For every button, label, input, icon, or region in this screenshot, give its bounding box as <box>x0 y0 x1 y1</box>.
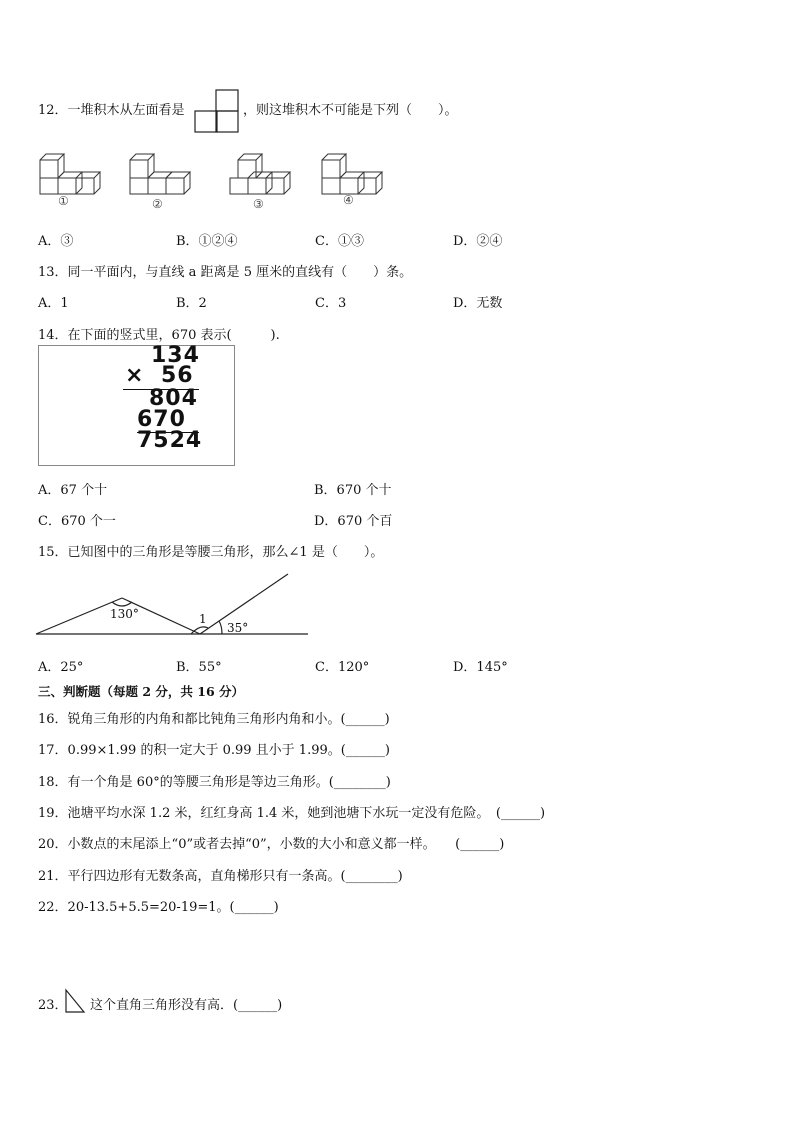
q12-left-view-figure <box>194 89 240 133</box>
q14-partial-product-2: 670 <box>137 407 186 432</box>
q23-number: 23． <box>38 998 68 1013</box>
q15-option-d[interactable]: D．145° <box>453 660 508 675</box>
q14-times-sign: × <box>125 363 145 388</box>
judgement-17[interactable]: 17．0.99×1.99 的积一定大于 0.99 且小于 1.99。(______) <box>38 743 390 758</box>
q15-angle1-label: 1 <box>199 612 207 626</box>
q13-option-d[interactable]: D．无数 <box>453 296 503 311</box>
q12-option-d[interactable]: D．②④ <box>453 234 503 249</box>
q14-product: 7524 <box>137 428 203 453</box>
q13-option-b[interactable]: B．2 <box>176 296 207 311</box>
q23-right-triangle-icon <box>64 988 86 1014</box>
judgement-19[interactable]: 19．池塘平均水深 1.2 米，红红身高 1.4 米，她到池塘下水玩一定没有危险。 (______) <box>38 806 546 821</box>
judgement-18[interactable]: 18．有一个角是 60°的等腰三角形是等边三角形。(________) <box>38 775 391 790</box>
q14-multiplication-box <box>38 345 235 466</box>
q12-cube-figures <box>36 150 396 214</box>
q12-option-b[interactable]: B．①②④ <box>176 234 238 249</box>
q12-text-after: ，则这堆积木不可能是下列（ ）。 <box>243 103 458 118</box>
q13-stem: 13．同一平面内，与直线 a 距离是 5 厘米的直线有（ ）条。 <box>38 265 413 280</box>
judgement-20[interactable]: 20．小数点的末尾添上“0”或者去掉“0”，小数的大小和意义都一样。 (______) <box>38 837 505 852</box>
q14-partial-product-1: 804 <box>149 386 198 411</box>
q15-stem: 15．已知图中的三角形是等腰三角形，那么∠1 是（ ）。 <box>38 545 384 560</box>
q15-apex-angle-label: 130° <box>110 607 139 621</box>
judgement-16[interactable]: 16．锐角三角形的内角和都比钝角三角形内角和小。(______) <box>38 712 390 727</box>
q14-stem: 14．在下面的竖式里，670 表示( ). <box>38 328 280 343</box>
q14-option-d[interactable]: D．670 个百 <box>314 514 393 529</box>
q15-right-angle-label: 35° <box>227 621 249 635</box>
q12-option-a[interactable]: A．③ <box>38 234 74 249</box>
q14-multiplicand: 134 <box>151 343 200 368</box>
q12-figure-label-4: ④ <box>343 193 354 207</box>
q14-multiplier: 56 <box>161 363 194 388</box>
judgement-21[interactable]: 21．平行四边形有无数条高，直角梯形只有一条高。(________) <box>38 869 403 884</box>
q13-option-c[interactable]: C．3 <box>315 296 347 311</box>
judgement-22[interactable]: 22．20-13.5+5.5=20-19=1。(______) <box>38 900 279 915</box>
q14-option-a[interactable]: A．67 个十 <box>38 483 108 498</box>
q12-text-before: 12．一堆积木从左面看是 <box>38 103 185 118</box>
q15-option-a[interactable]: A．25° <box>38 660 84 675</box>
q13-option-a[interactable]: A．1 <box>38 296 69 311</box>
q12-option-c[interactable]: C．①③ <box>315 234 364 249</box>
q12-figure-label-1: ① <box>58 194 69 208</box>
q23-text[interactable]: 这个直角三角形没有高．(______) <box>90 998 283 1013</box>
q15-option-b[interactable]: B．55° <box>176 660 222 675</box>
q14-option-b[interactable]: B．670 个十 <box>314 483 392 498</box>
section3-title: 三、判断题（每题 2 分，共 16 分） <box>38 684 245 699</box>
q12-figure-label-3: ③ <box>253 197 264 211</box>
q14-option-c[interactable]: C．670 个一 <box>38 514 116 529</box>
q12-stem <box>38 99 185 118</box>
q15-triangle-figure <box>36 572 311 638</box>
q15-option-c[interactable]: C．120° <box>315 660 370 675</box>
q12-figure-label-2: ② <box>152 197 163 211</box>
